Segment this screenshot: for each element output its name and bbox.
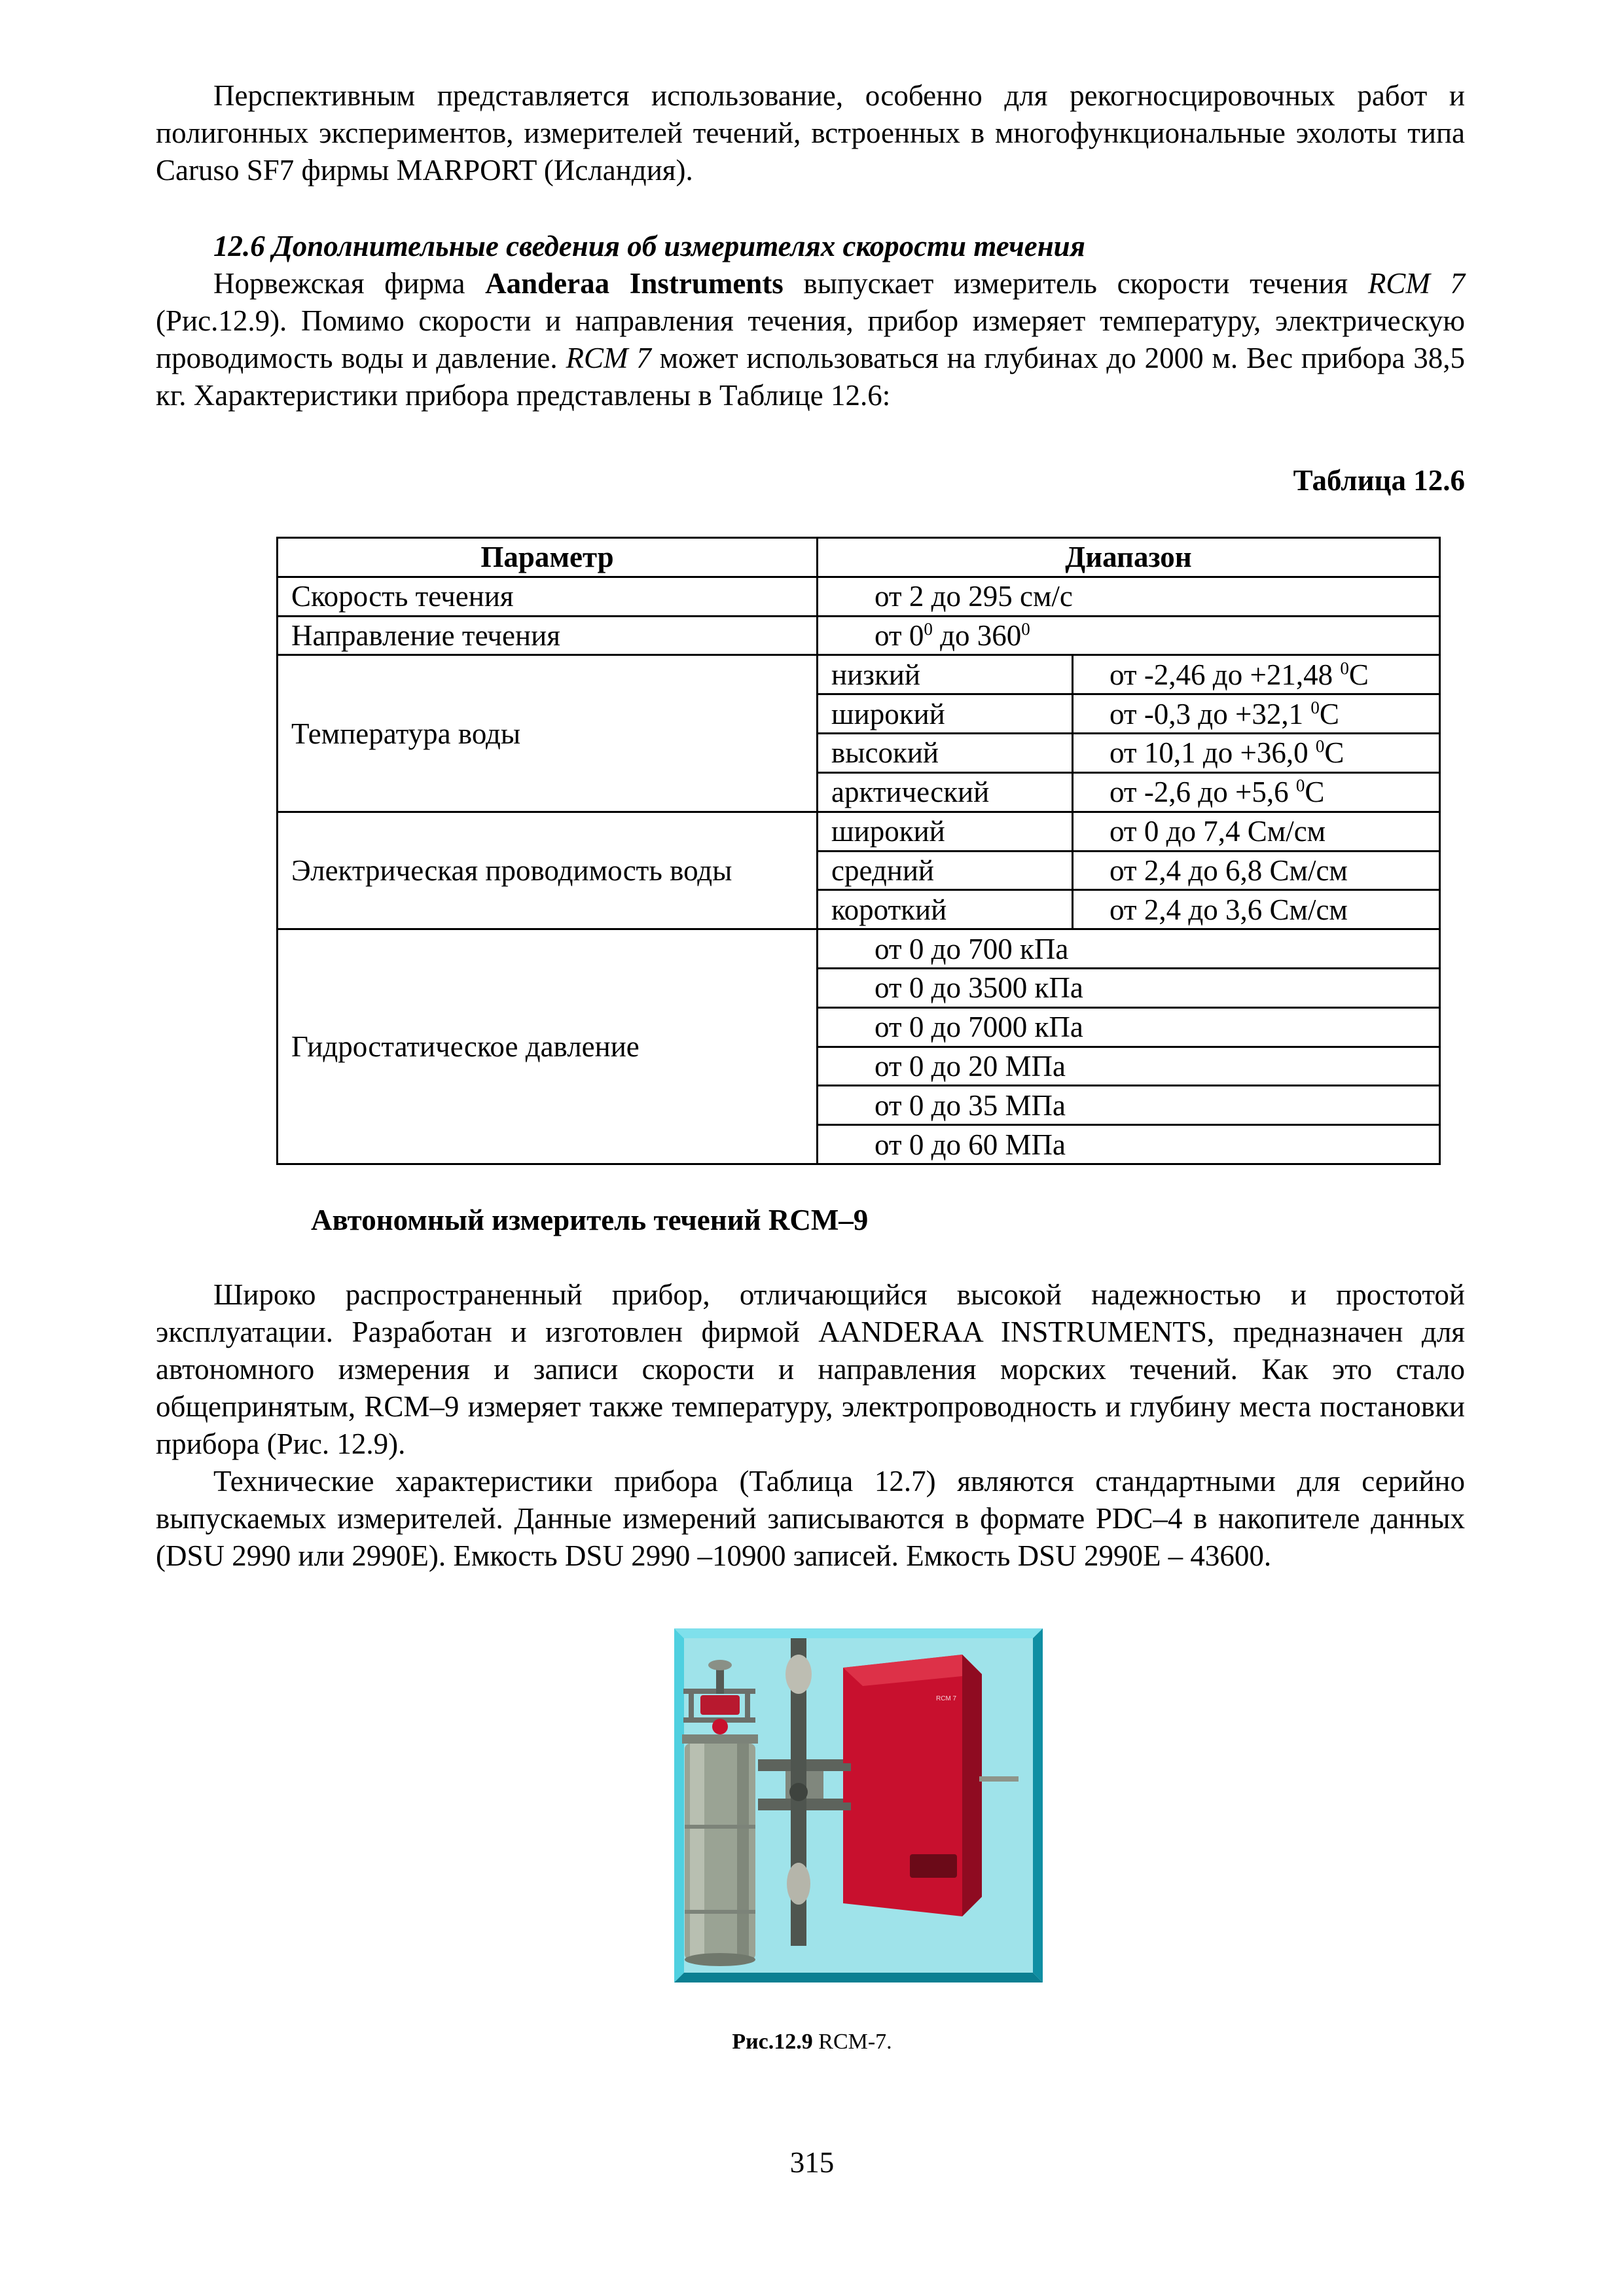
value-text: до 360 <box>932 619 1022 653</box>
section-paragraph <box>156 265 1465 414</box>
caption-label: Рис.12.9 <box>732 2030 813 2054</box>
value-speed: от 2 до 295 см/с <box>818 577 1440 616</box>
unit-text: C <box>1348 658 1369 691</box>
pressure-range: от 0 до 3500 кПа <box>818 968 1440 1007</box>
rcm9-paragraph-1: Широко распространенный прибор, отличающийся высокой надежностью и простотой эксплуатации. Разработан и изготовлен фирмой AANDERAA INSTRUMENTS, предназначен для автономного измерения и записи скорости и направления морских течений. Как это стало общепринятым, RCM–9 измеряет также температуру, электропроводность и глубину места постановки прибора (Рис. 12.9). <box>156 1278 1465 1460</box>
pressure-range: от 0 до 20 МПа <box>818 1047 1440 1086</box>
temp-range <box>1073 734 1440 773</box>
table-header-row <box>278 538 1440 577</box>
degree-superscript: 0 <box>1021 619 1030 639</box>
unit-text: C <box>1305 776 1325 809</box>
frame-bevel-bottom <box>674 1973 1043 1982</box>
paragraph-text: может использоваться на глубинах до 2000 м. Вес прибора 38,5 кг. Характеристики прибора представлены в Таблице 12.6: <box>156 342 1466 412</box>
pressure-range: от 0 до 700 кПа <box>818 929 1440 969</box>
param-direction: Направление течения <box>278 616 818 655</box>
temp-range <box>1073 694 1440 734</box>
cond-mode: средний <box>818 851 1073 890</box>
range-text: от 10,1 до +36,0 <box>1110 736 1316 770</box>
value-direction <box>818 616 1440 655</box>
temp-mode: высокий <box>818 734 1073 773</box>
figure-caption <box>0 2028 1624 2056</box>
temp-range <box>1073 772 1440 812</box>
unit-text: C <box>1319 697 1339 730</box>
cond-range: от 2,4 до 3,6 См/см <box>1073 890 1440 929</box>
model-name: RCM 7 <box>1367 267 1465 300</box>
instrument-housing <box>682 1734 758 1966</box>
cond-mode: короткий <box>818 890 1073 929</box>
param-conductivity: Электрическая проводимость воды <box>278 812 818 929</box>
rcm-7-current-meter-photo <box>674 1628 1043 1982</box>
temp-range <box>1073 655 1440 694</box>
cond-range: от 0 до 7,4 См/см <box>1073 812 1440 851</box>
table-label: Таблица 12.6 <box>1293 464 1465 497</box>
cond-mode: широкий <box>818 812 1073 851</box>
rcm9-heading: Автономный измеритель течений RCM–9 <box>311 1204 869 1236</box>
page-number: 315 <box>789 2146 835 2179</box>
table-row <box>278 577 1440 616</box>
unit-text: C <box>1324 736 1344 770</box>
temp-mode: широкий <box>818 694 1073 734</box>
temp-mode: низкий <box>818 655 1073 694</box>
table-row <box>278 812 1440 851</box>
degree-superscript: 0 <box>924 619 933 639</box>
param-speed: Скорость течения <box>278 577 818 616</box>
range-text: от -2,6 до +5,6 <box>1110 776 1296 809</box>
paragraph-text: Норвежская фирма <box>213 267 486 300</box>
frame-bevel-left <box>674 1628 684 1982</box>
table-row <box>278 616 1440 655</box>
table-header-range: Диапазон <box>818 538 1440 577</box>
caption-text: RCM-7. <box>812 2030 892 2054</box>
paragraph-text: выпускает измеритель скорости течения <box>783 267 1368 300</box>
intro-paragraph: Перспективным представляется использование, особенно для рекогносцировочных работ и полигонных экспериментов, измерителей течений, встроенных в многофункциональные эхолоты типа Caruso SF7 фирмы MARPORT (Исландия). <box>156 79 1465 187</box>
spec-table <box>276 537 1441 1165</box>
pressure-range: от 0 до 7000 кПа <box>818 1007 1440 1047</box>
section-heading: 12.6 Дополнительные сведения об измерителях скорости течения <box>213 230 1085 262</box>
degree-superscript: 0 <box>1295 776 1305 796</box>
cond-range: от 2,4 до 6,8 См/см <box>1073 851 1440 890</box>
degree-superscript: 0 <box>1310 697 1320 717</box>
range-text: от -2,46 до +21,48 <box>1110 658 1341 691</box>
temp-mode: арктический <box>818 772 1073 812</box>
value-text: от 0 <box>875 619 924 653</box>
model-name: RCM 7 <box>566 342 651 374</box>
param-temperature: Температура воды <box>278 655 818 812</box>
pressure-range: от 0 до 35 МПа <box>818 1086 1440 1125</box>
vane-badge: RCM 7 <box>936 1695 957 1702</box>
table-row <box>278 929 1440 969</box>
rcm9-paragraph-2: Технические характеристики прибора (Таблица 12.7) являются стандартными для серийно выпускаемых измерителей. Данные измерений записываются в формате PDC–4 в накопителе данных (DSU 2990 или 2990E). Емкость DSU 2990 –10900 записей. Емкость DSU 2990E – 43600. <box>156 1465 1465 1572</box>
frame-bevel-top <box>674 1628 1043 1638</box>
table-row <box>278 655 1440 694</box>
degree-superscript: 0 <box>1340 658 1349 678</box>
frame-bevel-right <box>1033 1628 1043 1982</box>
range-text: от -0,3 до +32,1 <box>1110 697 1311 730</box>
param-pressure: Гидростатическое давление <box>278 929 818 1164</box>
company-name: Aanderaa Instruments <box>485 267 784 300</box>
paragraph-text: (Рис.12.9). Помимо скорости и направления течения, прибор измеряет температуру, электрическую проводимость воды и давление. <box>156 304 1465 374</box>
pressure-range: от 0 до 60 МПа <box>818 1125 1440 1164</box>
table-header-param: Параметр <box>278 538 818 577</box>
degree-superscript: 0 <box>1315 736 1325 757</box>
